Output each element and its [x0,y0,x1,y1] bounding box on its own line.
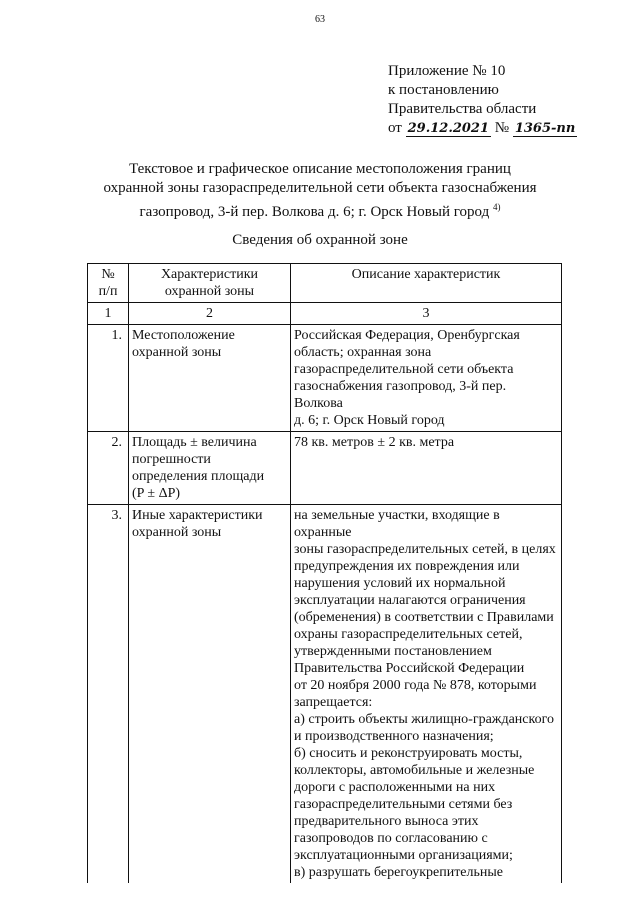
cell-line: утвержденными постановлением [294,644,492,659]
cell-line: коллекторы, автомобильные и железные [294,763,535,778]
header-description: Описание характеристик [291,264,562,303]
appendix-block [388,62,577,138]
row-description [291,505,562,884]
cell-line: охранной зоны [132,525,222,540]
header-characteristics [129,264,291,303]
cell-line: газопроводов по согласованию с [294,831,488,846]
row-number: 1. [88,325,129,432]
cell-line: (P ± ΔP) [132,486,181,501]
protection-zone-table [87,263,562,883]
cell-line: газораспределительными сетями без [294,797,513,812]
cell-line: Правительства Российской Федерации [294,661,525,676]
cell-line: предварительного выноса этих [294,814,479,829]
cell-line: а) строить объекты жилищно-гражданского [294,712,554,727]
column-number: 2 [129,303,291,325]
cell-line: газоснабжения газопровод, 3-й пер. Волкова [294,379,507,411]
row-characteristic [129,505,291,884]
cell-line: нарушения условий их нормальной [294,576,506,591]
header-text: № [101,267,115,282]
appendix-line: Приложение № 10 [388,63,506,79]
header-number [88,264,129,303]
cell-line: дороги с расположенными на них [294,780,496,795]
row-description [291,325,562,432]
cell-line: (обременения) в соответствии с Правилами [294,610,554,625]
column-number: 3 [291,303,562,325]
row-characteristic [129,325,291,432]
cell-line: охраны газораспределительных сетей, [294,627,523,642]
number-label: № [494,120,510,136]
cell-line: и производственного назначения; [294,729,494,744]
footnote-mark: 4) [492,202,501,212]
row-characteristic [129,432,291,505]
from-prefix: от [388,120,402,136]
cell-line: Местоположение [132,328,235,343]
cell-line: запрещается: [294,695,373,710]
cell-line: Иные характеристики [132,508,263,523]
header-text: охранной зоны [164,284,255,299]
row-number: 3. [88,505,129,884]
appendix-line: Правительства области [388,101,537,117]
table-row [88,325,562,432]
cell-line: эксплуатации налагаются ограничения [294,593,526,608]
header-text: Характеристики [160,267,259,282]
row-description [291,432,562,505]
header-text: п/п [98,284,118,299]
cell-line: от 20 ноября 2000 года № 878, которыми [294,678,537,693]
cell-line: на земельные участки, входящие в охранные [294,508,500,540]
cell-line: область; охранная зона [294,345,432,360]
cell-line: в) разрушать берегоукрепительные [294,865,504,880]
cell-line: определения площади [132,469,265,484]
cell-line: зоны газораспределительных сетей, в целях [294,542,556,557]
section-title: Сведения об охранной зоне [232,232,408,248]
cell-line: предупреждения их повреждения или [294,559,520,574]
title-line: Текстовое и графическое описание местоположения границ [129,161,511,177]
cell-line: Площадь ± величина [132,435,257,450]
cell-line: д. 6; г. Орск Новый город [294,413,445,428]
column-number-row [88,303,562,325]
handwritten-number: 1365-пп [514,121,576,136]
table-row [88,505,562,884]
cell-line: эксплуатационными организациями; [294,848,513,863]
cell-line: б) сносить и реконструировать мосты, [294,746,523,761]
table-header-row [88,264,562,303]
appendix-date-line [388,119,577,138]
cell-line: погрешности [132,452,211,467]
title-text: газопровод, 3-й пер. Волкова д. 6; г. Орск Новый город [139,204,490,220]
table-row [88,432,562,505]
handwritten-date: 29.12.2021 [407,121,490,136]
cell-line: 78 кв. метров ± 2 кв. метра [294,435,455,450]
page-number: 63 [315,14,325,25]
cell-line: газораспределительной сети объекта [294,362,514,377]
cell-line: Российская Федерация, Оренбургская [294,328,520,343]
title-line [0,198,640,222]
cell-line: охранной зоны [132,345,222,360]
row-number: 2. [88,432,129,505]
title-line: охранной зоны газораспределительной сети объекта газоснабжения [103,180,537,196]
document-title [0,160,640,222]
column-number: 1 [88,303,129,325]
appendix-line: к постановлению [388,82,499,98]
